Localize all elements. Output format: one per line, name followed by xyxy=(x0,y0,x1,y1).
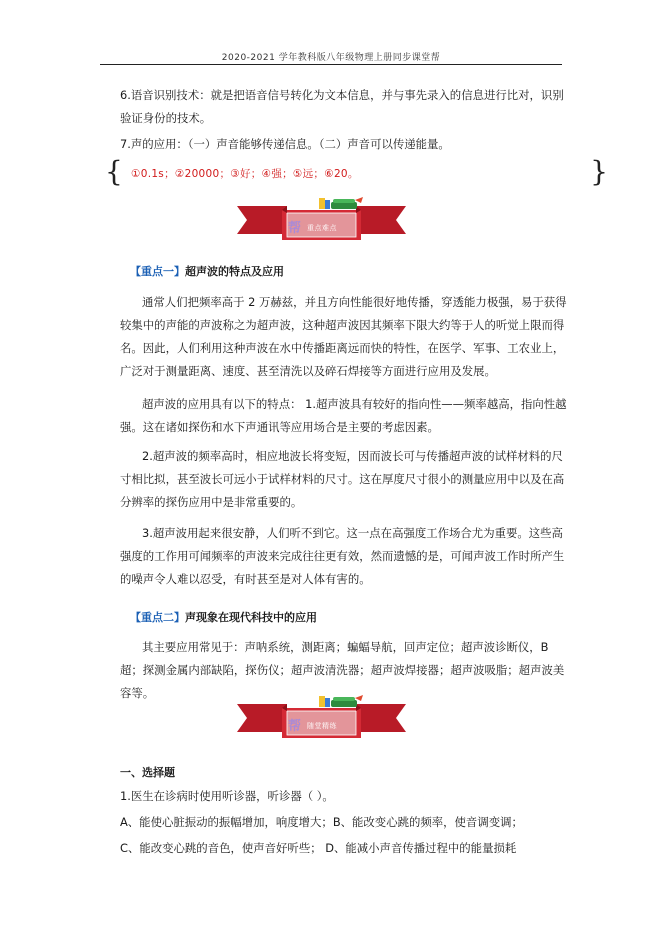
stationery-icon xyxy=(317,196,365,210)
options-cd: C、能改变心跳的音色，使声音好听些； D、能减小声音传播过程中的能量损耗 xyxy=(120,841,517,855)
key1-title: 超声波的特点及应用 xyxy=(185,265,284,278)
key1-paragraph-1: 通常人们把频率高于 2 万赫兹，并且方向性能很好地传播，穿透能力极强，易于获得较集中的声能的声波称之为超声波，这种超声波因其频率下限大约等于人的听觉上限而得名。因此，人们利用这种声波在水中传播距离远而快的特性，在医学、军事、工农业上，广泛对于测量距离、速度、甚至清洗以及碎石焊接等方面进行应用及发展。 xyxy=(120,295,567,378)
answer-text: ①0.1s；②20000；③好；④强；⑤远；⑥20。 xyxy=(131,168,359,180)
answer-box xyxy=(105,155,608,190)
right-brace: } xyxy=(590,155,608,188)
banner-badge-char: 帮 xyxy=(288,221,302,236)
key1-tag: 【重点一】 xyxy=(130,265,185,278)
key1-paragraph-4: 3.超声波用起来很安静，人们听不到它。这一点在高强度工作场合尤为重要。这些高强度的工作用可闻频率的声波来完成往往更有效，然而遗憾的是，可闻声波工作时所产生的噪声令人难以忍受，有时甚至是对人体有害的。 xyxy=(120,526,565,586)
key2-tag: 【重点二】 xyxy=(130,611,185,624)
key2-title: 声现象在现代科技中的应用 xyxy=(185,611,317,624)
stationery-icon xyxy=(317,694,365,708)
item-6-text: 6.语音识别技术：就是把语音信号转化为文本信息，并与事先录入的信息进行比对，识别验证身份的技术。 xyxy=(120,88,564,125)
exercise-heading: 一、选择题 xyxy=(120,766,175,779)
key1-paragraph-3: 2.超声波的频率高时，相应地波长将变短，因而波长可与传播超声波的试样材料的尺寸相比拟，甚至波长可远小于试样材料的尺寸。这在厚度尺寸很小的测量应用中以及在高分辨率的探伤应用中是非常重要的。 xyxy=(120,449,565,509)
banner-practice xyxy=(237,702,406,740)
key2-paragraph: 其主要应用常见于：声呐系统，测距离；蝙蝠导航，回声定位；超声波诊断仪，B超；探测金属内部缺陷，探伤仪；超声波清洗器；超声波焊接器；超声波吸脂；超声波美容等。 xyxy=(120,640,565,700)
banner-label: 重点难点 xyxy=(307,224,337,232)
banner-key-points xyxy=(237,204,406,242)
header-rule xyxy=(100,64,562,65)
left-brace: { xyxy=(105,155,123,188)
key1-paragraph-2: 超声波的应用具有以下的特点： 1.超声波具有较好的指向性——频率越高，指向性越强。这在诸如探伤和水下声通讯等应用场合是主要的考虑因素。 xyxy=(120,397,567,434)
key1-heading xyxy=(130,263,284,279)
banner-badge-char: 帮 xyxy=(288,719,302,734)
options-ab: A、能使心脏振动的振幅增加，响度增大；B、能改变心跳的频率，使音调变调； xyxy=(120,815,523,829)
item-7-text: 7.声的应用：（一）声音能够传递信息。（二）声音可以传递能量。 xyxy=(120,137,450,151)
page-header: 2020-2021 学年教科版八年级物理上册同步课堂帮 xyxy=(221,53,441,63)
key2-heading xyxy=(130,609,317,625)
question-1: 1.医生在诊病时使用听诊器，听诊器（ ）。 xyxy=(120,789,334,803)
banner-label: 随堂精练 xyxy=(307,722,337,730)
